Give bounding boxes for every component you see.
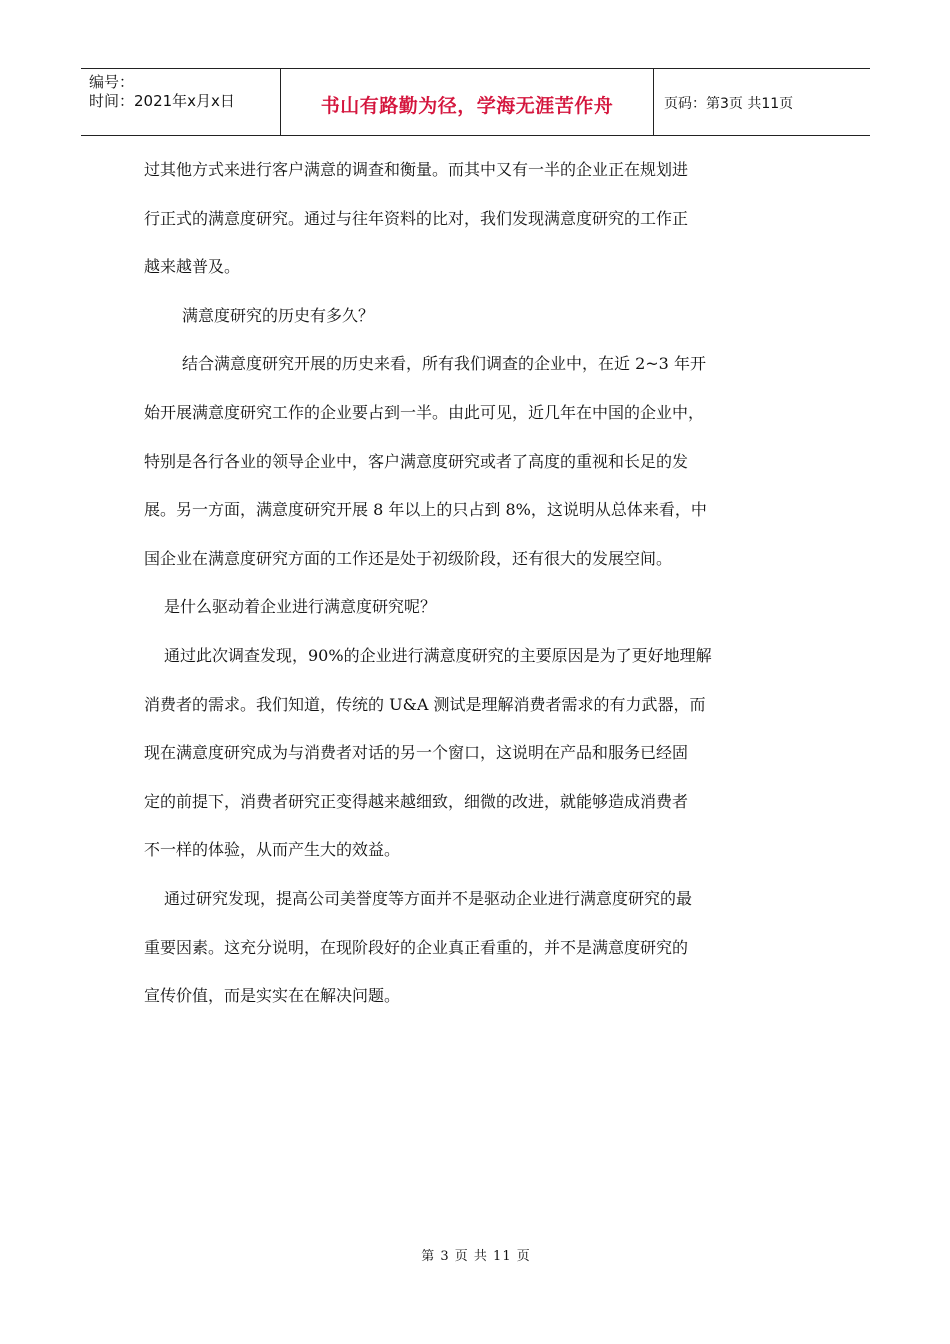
section-question: 是什么驱动着企业进行满意度研究呢？ xyxy=(164,597,437,617)
document-code-label: 编号： xyxy=(89,73,135,91)
body-line: 过其他方式来进行客户满意的调查和衡量。而其中又有一半的企业正在规划进 xyxy=(144,160,689,179)
body-line: 结合满意度研究开展的历史来看，所有我们调查的企业中，在近 2~3 年开 xyxy=(182,354,706,374)
header-table xyxy=(81,68,870,136)
header-motto-cell xyxy=(281,69,654,135)
body-line: 宣传价值，而是实实在在解决问题。 xyxy=(144,986,401,1006)
section-question: 满意度研究的历史有多久？ xyxy=(182,305,375,325)
document-body xyxy=(144,146,834,1021)
body-line: 越来越普及。 xyxy=(144,257,241,277)
document-time-label: 时间：2021年x月x日 xyxy=(89,92,235,110)
body-line: 行正式的满意度研究。通过与往年资料的比对，我们发现满意度研究的工作正 xyxy=(144,208,689,228)
body-line: 定的前提下，消费者研究正变得越来越细致，细微的改进，就能够造成消费者 xyxy=(144,791,689,811)
body-line: 消费者的需求。我们知道，传统的 U&A 测试是理解消费者需求的有力武器，而 xyxy=(144,694,706,714)
body-line: 通过研究发现，提高公司美誉度等方面并不是驱动企业进行满意度研究的最 xyxy=(164,888,693,908)
body-line: 重要因素。这充分说明，在现阶段好的企业真正看重的，并不是满意度研究的 xyxy=(144,937,689,957)
body-line: 始开展满意度研究工作的企业要占到一半。由此可见，近几年在中国的企业中， xyxy=(144,402,705,422)
body-line: 现在满意度研究成为与消费者对话的另一个窗口，这说明在产品和服务已经固 xyxy=(144,743,689,763)
header-motto: 书山有路勤为径，学海无涯苦作舟 xyxy=(320,94,614,117)
footer-page-number: 第 3 页 共 11 页 xyxy=(421,1249,531,1264)
header-page-cell xyxy=(654,69,870,135)
body-line: 展。另一方面，满意度研究开展 8 年以上的只占到 8%，这说明从总体来看，中 xyxy=(144,500,707,520)
body-line: 不一样的体验，从而产生大的效益。 xyxy=(144,840,401,860)
body-line: 通过此次调查发现，90%的企业进行满意度研究的主要原因是为了更好地理解 xyxy=(164,645,712,665)
header-meta-cell xyxy=(81,69,281,135)
body-line: 国企业在满意度研究方面的工作还是处于初级阶段，还有很大的发展空间。 xyxy=(144,548,673,568)
body-line: 特别是各行各业的领导企业中，客户满意度研究或者了高度的重视和长足的发 xyxy=(144,451,689,471)
header-page-info: 页码：第3页 共11页 xyxy=(664,96,794,112)
page-footer xyxy=(0,1245,950,1264)
